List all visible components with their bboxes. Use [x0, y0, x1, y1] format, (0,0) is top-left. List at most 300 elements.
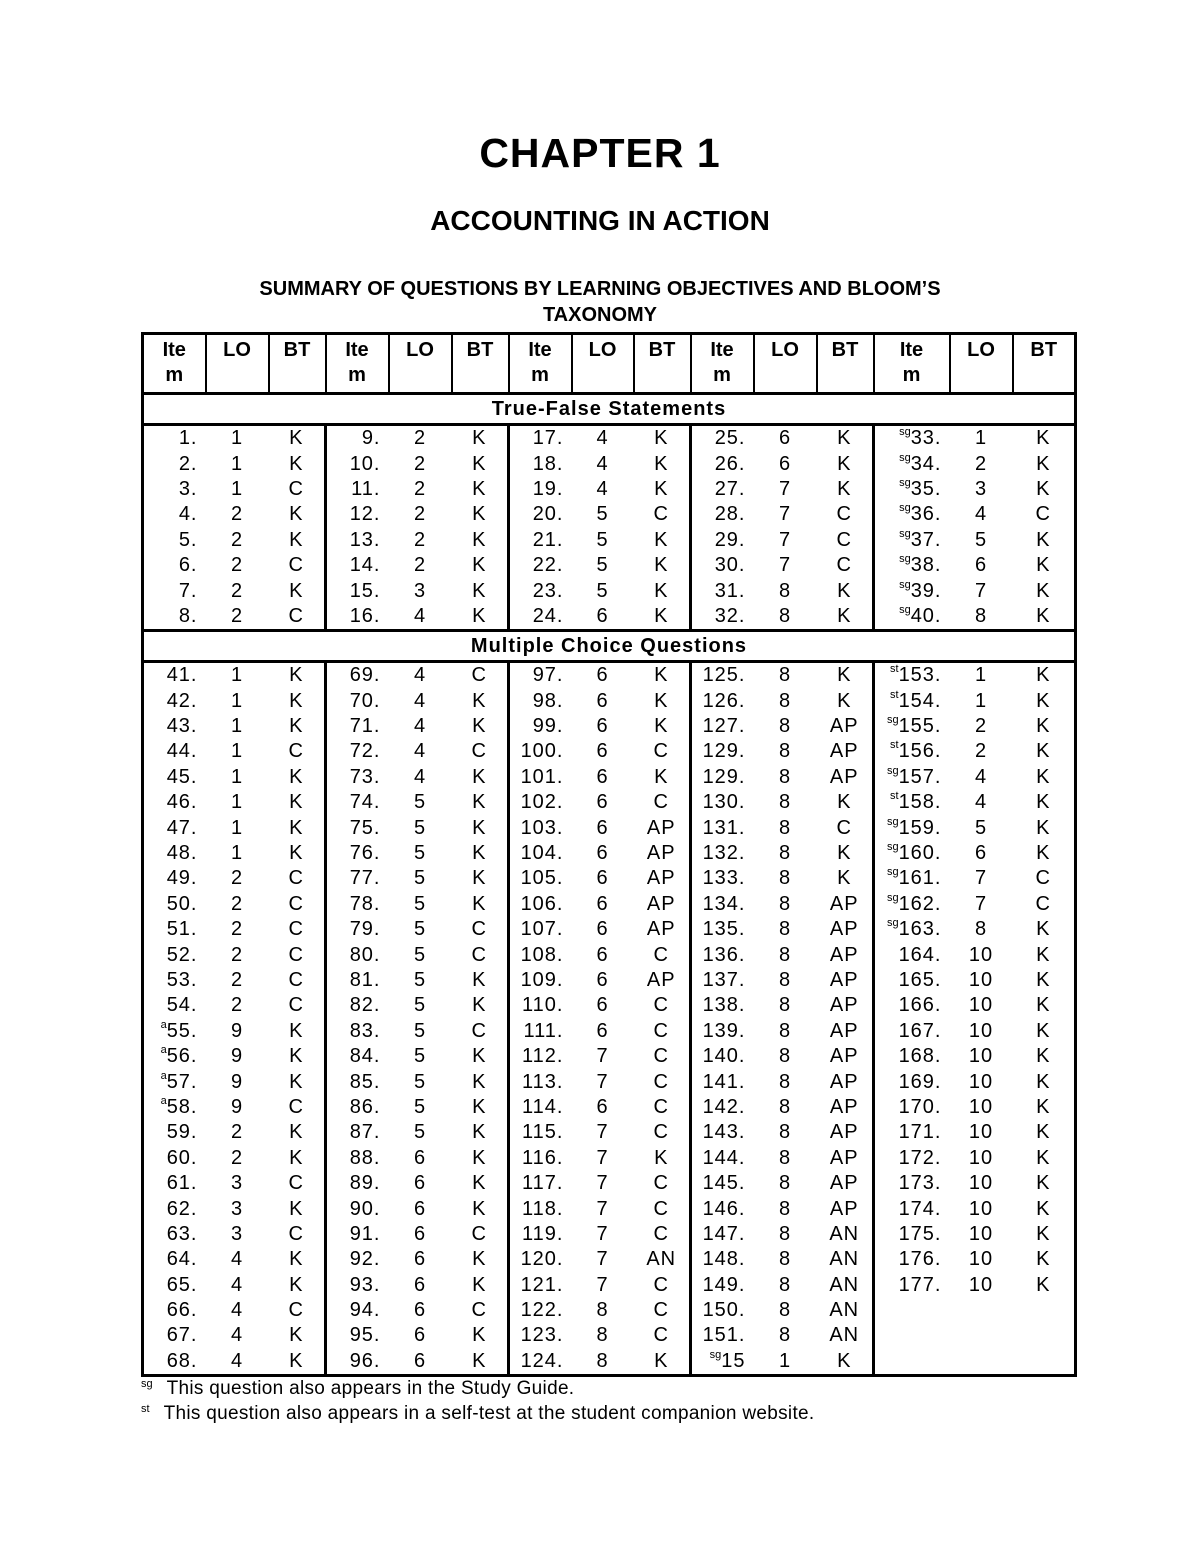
bt-cell: C [653, 1019, 669, 1042]
item-number: 47. [166, 816, 198, 839]
lo-cell: 4 [413, 604, 427, 627]
item-number: 46. [166, 791, 198, 814]
item-number: 16. [349, 604, 381, 627]
item-number: 13. [349, 528, 381, 551]
bt-cell: K [654, 452, 669, 475]
lo-cell: 2 [230, 994, 244, 1017]
table-row [143, 1095, 1076, 1120]
item-cell [509, 892, 572, 917]
item-mark: sg [899, 451, 911, 464]
table-row [143, 1044, 1076, 1069]
item-number: 10. [349, 452, 381, 475]
bt-cell: K [654, 1146, 669, 1169]
bt-cell: K [472, 554, 487, 577]
item-cell [874, 477, 950, 502]
item-cell [143, 1120, 206, 1145]
lo-cell: 5 [413, 943, 427, 966]
lo-cell: 6 [596, 867, 609, 890]
item-number: 124. [520, 1349, 564, 1372]
footnote-text: This question also appears in the Study Guide. [166, 1378, 575, 1399]
item-cell [509, 993, 572, 1018]
lo-cell: 4 [596, 427, 609, 450]
item-number: 125. [702, 664, 746, 687]
item-number: 127. [702, 715, 746, 738]
item-number: 48. [166, 842, 198, 865]
item-number: 102. [520, 791, 564, 814]
item-cell [509, 1171, 572, 1196]
footnote-mark: sg [141, 1378, 153, 1390]
lo-cell: 8 [778, 969, 792, 991]
item-cell [143, 1247, 206, 1272]
item-number: 170. [898, 1095, 942, 1118]
item-cell [509, 1349, 572, 1376]
lo-cell: 1 [974, 689, 988, 712]
table-row [143, 942, 1076, 967]
item-number: 107. [520, 918, 564, 941]
item-cell [874, 662, 950, 689]
bt-cell: C [653, 1095, 669, 1118]
item-cell [143, 1196, 206, 1221]
item-number: 113. [522, 1070, 564, 1093]
bt-cell: K [289, 715, 304, 738]
bt-cell: K [1036, 1121, 1051, 1144]
item-cell [326, 502, 389, 527]
item-number: 173. [898, 1172, 942, 1195]
item-mark: sg [886, 917, 899, 930]
lo-cell: 7 [596, 1146, 609, 1169]
bt-cell: K [289, 1324, 304, 1347]
item-number: 69. [349, 664, 381, 687]
item-cell [874, 968, 950, 993]
item-cell [874, 1146, 950, 1171]
item-header: Ite m [509, 334, 572, 394]
item-cell [691, 815, 754, 840]
item-mark: st [890, 739, 899, 752]
item-number: 166. [898, 994, 942, 1017]
item-mark: a [160, 1018, 167, 1031]
lo-cell: 9 [230, 1095, 244, 1118]
item-cell [874, 1069, 950, 1094]
bt-cell: K [472, 791, 487, 814]
item-number: 171. [898, 1121, 942, 1144]
bt-header: BT [1013, 334, 1076, 394]
table-row [143, 662, 1076, 689]
lo-cell: 5 [413, 918, 427, 941]
lo-cell: 4 [413, 664, 427, 687]
item-cell [509, 765, 572, 790]
lo-cell: 8 [778, 1299, 792, 1322]
lo-cell: 5 [596, 554, 609, 577]
lo-cell: 2 [230, 554, 244, 577]
item-cell [326, 765, 389, 790]
bt-cell: K [1036, 1222, 1051, 1245]
item-number: 123. [520, 1324, 564, 1347]
item-number: 73. [349, 765, 381, 788]
item-number: 100. [520, 740, 564, 763]
bt-cell: AP [646, 842, 676, 865]
bt-cell: AP [829, 918, 859, 941]
lo-cell: 3 [230, 1197, 244, 1220]
item-number: 64. [166, 1248, 198, 1271]
item-cell [326, 1196, 389, 1221]
item-number: 116. [522, 1146, 564, 1169]
lo-cell: 5 [596, 528, 609, 551]
bt-cell: K [1036, 943, 1051, 966]
lo-cell: 8 [778, 1095, 792, 1118]
bt-cell: K [1036, 1019, 1051, 1042]
bt-cell: AN [829, 1248, 860, 1271]
caption-line-2: TAXONOMY [542, 304, 658, 326]
item-cell [874, 553, 950, 578]
item-number: 76. [349, 842, 381, 865]
item-number: 139. [702, 1019, 746, 1042]
item-number: 30. [714, 554, 746, 577]
item-cell [143, 841, 206, 866]
item-cell [874, 815, 950, 840]
item-number: 129. [702, 740, 746, 763]
lo-cell: 6 [413, 1197, 427, 1220]
lo-cell: 2 [413, 528, 427, 551]
bt-cell: K [837, 1349, 852, 1372]
lo-cell: 7 [778, 528, 792, 551]
item-number: 33. [910, 427, 942, 450]
item-number: 12. [349, 503, 381, 526]
lo-cell: 1 [230, 715, 244, 738]
questions-summary-table [141, 332, 1077, 1377]
lo-cell: 6 [596, 994, 609, 1017]
lo-cell: 9 [230, 1019, 244, 1042]
bt-cell: AP [829, 715, 859, 738]
item-number: 42. [166, 689, 198, 712]
item-cell [326, 1323, 389, 1348]
item-cell [143, 528, 206, 553]
item-number: 32. [714, 604, 746, 627]
lo-cell: 6 [596, 664, 609, 687]
bt-cell: K [472, 765, 487, 788]
bt-cell: K [654, 664, 669, 687]
lo-cell: 6 [596, 918, 609, 941]
item-number: 20. [532, 503, 564, 526]
item-number: 96. [349, 1349, 381, 1372]
item-number: 155. [898, 715, 942, 738]
bt-cell: C [288, 943, 304, 966]
bt-cell: AP [829, 1197, 859, 1220]
item-cell [691, 425, 754, 452]
item-number: 135. [702, 918, 746, 941]
item-number: 177. [898, 1273, 942, 1296]
lo-cell: 7 [596, 1045, 609, 1068]
lo-cell: 10 [968, 1121, 994, 1144]
item-cell [874, 528, 950, 553]
bt-cell: K [1036, 816, 1051, 839]
bt-cell: K [472, 1248, 487, 1271]
lo-cell: 6 [778, 452, 792, 475]
table-row [143, 968, 1076, 993]
lo-cell: 2 [413, 427, 427, 450]
lo-cell: 5 [413, 892, 427, 915]
footnote-text: This question also appears in a self-test at the student companion website. [163, 1403, 815, 1424]
lo-cell: 7 [596, 1197, 609, 1220]
table-row [143, 451, 1076, 476]
bt-cell: C [471, 1019, 487, 1042]
item-number: 148. [702, 1248, 746, 1271]
item-cell [326, 1069, 389, 1094]
bt-cell: AP [829, 740, 859, 763]
bt-cell: AP [829, 1019, 859, 1042]
item-cell [143, 942, 206, 967]
lo-cell: 1 [230, 664, 244, 687]
item-cell [691, 1171, 754, 1196]
bt-cell: K [289, 503, 304, 526]
bt-cell: K [1036, 1045, 1051, 1068]
item-cell [691, 502, 754, 527]
item-cell [509, 689, 572, 714]
item-number: 132. [702, 842, 746, 865]
lo-header: LO [950, 334, 1013, 394]
bt-cell: C [471, 1299, 487, 1322]
lo-cell: 8 [778, 689, 792, 712]
item-cell [509, 1273, 572, 1298]
item-cell [874, 502, 950, 527]
bt-cell: K [289, 765, 304, 788]
lo-cell: 4 [596, 477, 609, 500]
lo-cell: 1 [230, 452, 244, 475]
bt-cell: K [1036, 765, 1051, 788]
bt-cell: AN [829, 1273, 860, 1296]
bt-cell: K [289, 528, 304, 551]
bt-header: BT [634, 334, 691, 394]
chapter-title: CHAPTER 1 [479, 130, 721, 176]
item-mark: sg [886, 891, 899, 904]
item-number: 146. [702, 1197, 746, 1220]
item-cell [691, 942, 754, 967]
item-cell [691, 892, 754, 917]
item-number: 78. [349, 892, 381, 915]
item-cell [326, 1273, 389, 1298]
bt-cell: AN [829, 1299, 860, 1322]
lo-cell: 4 [974, 503, 988, 526]
item-number: 37. [910, 528, 942, 551]
item-number: 70. [349, 689, 381, 712]
item-cell [691, 1273, 754, 1298]
table-row [143, 1069, 1076, 1094]
lo-cell: 3 [413, 579, 427, 602]
lo-cell: 8 [778, 1121, 792, 1144]
item-cell [691, 477, 754, 502]
item-cell [874, 689, 950, 714]
bt-cell: K [837, 427, 852, 450]
item-cell [326, 1019, 389, 1044]
lo-cell: 5 [413, 1045, 427, 1068]
item-cell [326, 866, 389, 891]
table-row [143, 1247, 1076, 1272]
lo-cell: 2 [974, 715, 988, 738]
item-cell [509, 815, 572, 840]
item-cell [143, 477, 206, 502]
item-mark: sg [709, 1348, 722, 1361]
header-row [143, 334, 1076, 394]
bt-cell: K [289, 1248, 304, 1271]
bt-cell: C [288, 1299, 304, 1322]
item-number: 22. [532, 554, 564, 577]
bt-cell: K [472, 1121, 487, 1144]
item-cell [874, 1247, 950, 1272]
item-number: 60. [166, 1146, 198, 1169]
bt-cell: AP [829, 1146, 859, 1169]
lo-cell: 6 [596, 715, 609, 738]
lo-cell: 1 [230, 689, 244, 712]
item-cell [143, 1044, 206, 1069]
table-row [143, 892, 1076, 917]
bt-cell: K [472, 867, 487, 890]
lo-cell: 8 [778, 842, 792, 865]
lo-header: LO [389, 334, 452, 394]
lo-cell: 9 [230, 1070, 244, 1093]
item-number: 74. [349, 791, 381, 814]
bt-cell: K [1036, 791, 1051, 814]
table-row [143, 765, 1076, 790]
lo-cell: 2 [230, 918, 244, 941]
lo-cell: 8 [778, 943, 792, 966]
bt-cell: AP [829, 969, 859, 991]
lo-cell: 2 [413, 503, 427, 526]
item-cell [326, 451, 389, 476]
lo-cell: 4 [974, 791, 988, 814]
item-cell [691, 993, 754, 1018]
item-number: 94. [349, 1299, 381, 1322]
item-number: 108. [520, 943, 564, 966]
item-number: 45. [166, 765, 198, 788]
bt-cell: K [654, 1349, 669, 1372]
item-cell [874, 917, 950, 942]
item-cell [143, 662, 206, 689]
bt-cell: K [289, 452, 304, 475]
item-cell [691, 1120, 754, 1145]
item-cell [326, 942, 389, 967]
lo-cell: 10 [968, 969, 994, 991]
item-cell [143, 689, 206, 714]
item-cell [874, 765, 950, 790]
item-cell [326, 604, 389, 631]
item-cell [874, 892, 950, 917]
table-row [143, 1349, 1076, 1376]
item-number: 144. [702, 1146, 746, 1169]
lo-cell: 6 [596, 842, 609, 865]
item-number: 121. [520, 1273, 564, 1296]
bt-cell: K [837, 867, 852, 890]
bt-cell: K [289, 1045, 304, 1068]
item-number: 4. [178, 503, 198, 526]
bt-cell: C [653, 1324, 669, 1347]
lo-cell: 6 [596, 1019, 609, 1042]
bt-cell: K [289, 1349, 304, 1372]
item-number: 154. [898, 689, 942, 712]
lo-cell: 1 [230, 477, 244, 500]
lo-cell: 4 [230, 1324, 244, 1347]
item-number: 97. [532, 664, 564, 687]
lo-cell: 2 [230, 579, 244, 602]
lo-cell: 5 [413, 969, 427, 991]
lo-cell: 5 [974, 528, 988, 551]
lo-cell: 1 [230, 791, 244, 814]
lo-cell: 6 [596, 892, 609, 915]
bt-cell: K [289, 1121, 304, 1144]
bt-cell: K [1036, 604, 1051, 627]
bt-cell: C [1035, 503, 1051, 526]
item-number: 19. [532, 477, 564, 500]
bt-cell: C [836, 554, 852, 577]
lo-cell: 8 [778, 1045, 792, 1068]
bt-cell: K [654, 579, 669, 602]
lo-cell: 7 [596, 1222, 609, 1245]
bt-cell: AP [646, 969, 676, 991]
lo-cell: 7 [778, 477, 792, 500]
table-caption [0, 276, 1200, 328]
item-number: 164. [898, 943, 942, 966]
item-number: 17. [532, 427, 564, 450]
bt-cell: K [472, 1095, 487, 1118]
bt-cell: K [289, 1197, 304, 1220]
lo-cell [950, 1298, 1013, 1323]
item-cell [691, 451, 754, 476]
item-mark: sg [886, 866, 899, 879]
item-cell [326, 1146, 389, 1171]
item-number: 93. [349, 1273, 381, 1296]
caption-line-1: SUMMARY OF QUESTIONS BY LEARNING OBJECTIVES AND BLOOM’S [259, 278, 941, 300]
item-number: 98. [532, 689, 564, 712]
lo-cell: 8 [778, 1019, 792, 1042]
lo-cell: 5 [413, 842, 427, 865]
bt-cell: K [1036, 918, 1051, 941]
item-cell [326, 892, 389, 917]
item-cell [509, 528, 572, 553]
item-number: 8. [178, 604, 198, 627]
lo-cell: 8 [778, 1222, 792, 1245]
item-header: Ite m [691, 334, 754, 394]
item-number: 38. [910, 554, 942, 577]
bt-cell: AP [829, 1045, 859, 1068]
item-cell [143, 765, 206, 790]
table-row [143, 841, 1076, 866]
table-row [143, 1298, 1076, 1323]
item-cell [326, 689, 389, 714]
item-cell [691, 765, 754, 790]
bt-cell: K [472, 528, 487, 551]
item-cell [691, 662, 754, 689]
item-cell [509, 942, 572, 967]
item-mark: sg [899, 527, 911, 540]
bt-cell: K [289, 664, 304, 687]
bt-cell: K [654, 604, 669, 627]
bt-cell: C [653, 1172, 669, 1195]
item-number: 9. [361, 427, 381, 450]
item-number: 104. [520, 842, 564, 865]
lo-cell: 7 [596, 1273, 609, 1296]
bt-cell: K [654, 715, 669, 738]
lo-cell: 2 [230, 867, 244, 890]
lo-cell: 5 [413, 1121, 427, 1144]
lo-cell: 8 [778, 1172, 792, 1195]
lo-cell: 2 [413, 452, 427, 475]
item-number: 14. [349, 554, 381, 577]
item-number: 79. [349, 918, 381, 941]
item-cell [874, 578, 950, 603]
item-cell [326, 425, 389, 452]
lo-cell: 7 [596, 1121, 609, 1144]
bt-cell: K [1036, 1273, 1051, 1296]
bt-header: BT [269, 334, 326, 394]
item-number: 80. [349, 943, 381, 966]
